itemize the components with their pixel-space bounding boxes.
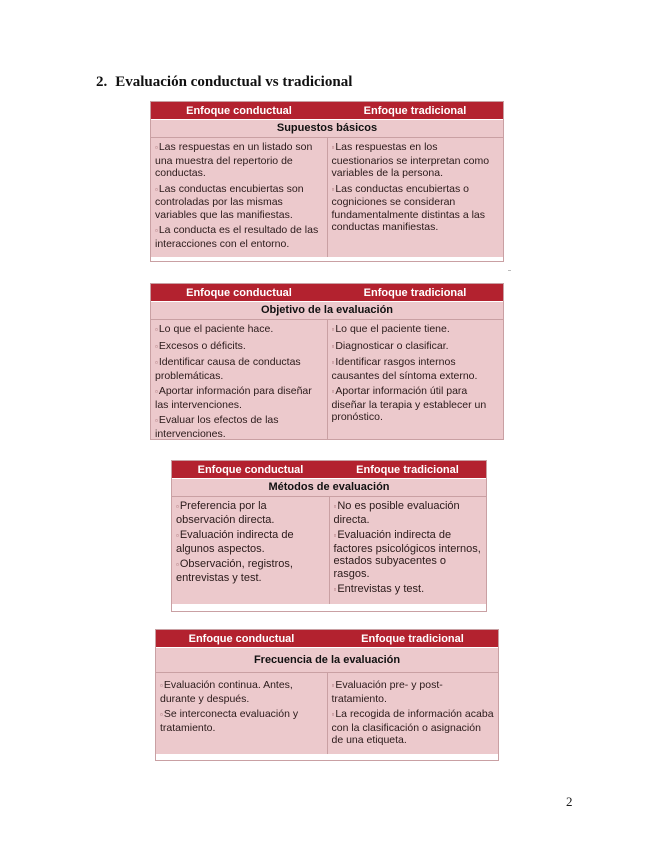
list-item: ▫ Las conductas encubiertas son controladas por las mismas variables que las manifiestas.: [155, 183, 324, 222]
list-item: ▫ Evaluación indirecta de factores psicológicos internos, estados subyacentes o rasgos.: [334, 529, 484, 580]
list-item: ▫ Evaluación indirecta de algunos aspectos.: [176, 529, 326, 555]
list-item: ▫ Se interconecta evaluación y tratamiento.: [160, 708, 324, 734]
page-number: 2: [566, 794, 573, 809]
section-number: 2.: [96, 74, 108, 90]
header-conductual: Enfoque conductual: [188, 633, 295, 645]
table-header: [156, 630, 498, 647]
list-item: ▫ Observación, registros, entrevistas y test.: [176, 558, 326, 584]
header-tradicional: Enfoque tradicional: [363, 287, 467, 299]
list-item: ▫ Entrevistas y test.: [334, 583, 484, 597]
list-item: ▫ Las respuestas en un listado son una muestra del repertorio de conductas.: [155, 141, 324, 180]
column-conductual: [151, 138, 327, 257]
table-body: [151, 138, 503, 257]
list-item: ▫ Diagnosticar o clasificar.: [332, 340, 501, 354]
list-item: ▫ Aportar información útil para diseñar la terapia y establecer un pronóstico.: [332, 385, 501, 424]
header-conductual: Enfoque conductual: [186, 105, 292, 117]
list-item: ▫ Las conductas encubiertas o cogniciones se consideran fundamentalmente distintas a las conductas manifiestas.: [332, 183, 501, 234]
section-title: Evaluación conductual vs tradicional: [115, 74, 353, 90]
table-body: [151, 320, 503, 440]
list-item: ▫ Evaluación pre- y post-tratamiento.: [332, 679, 496, 705]
column-tradicional: [329, 497, 487, 604]
list-item: ▫ La conducta es el resultado de las interacciones con el entorno.: [155, 224, 324, 250]
header-tradicional: Enfoque tradicional: [363, 105, 467, 117]
list-item: ▫ Evaluación continua. Antes, durante y después.: [160, 679, 324, 705]
list-item: ▫ No es posible evaluación directa.: [334, 500, 484, 526]
table-header: [151, 284, 503, 301]
table-subtitle: Supuestos básicos: [151, 119, 503, 138]
header-conductual: Enfoque conductual: [197, 464, 304, 476]
table-metodos-evaluacion: [171, 460, 487, 612]
section-heading: [96, 74, 352, 91]
list-item: ▫ Identificar causa de conductas problemáticas.: [155, 356, 324, 382]
column-conductual: [151, 320, 327, 440]
table-objetivo-evaluacion: [150, 283, 504, 440]
list-item: ▫ Lo que el paciente tiene.: [332, 323, 501, 337]
table-header: [151, 102, 503, 119]
list-item: ▫ Excesos o déficits.: [155, 340, 324, 354]
table-header: [172, 461, 486, 478]
list-item: ▫ Lo que el paciente hace.: [155, 323, 324, 337]
list-item: ▫ Preferencia por la observación directa.: [176, 500, 326, 526]
header-tradicional: Enfoque tradicional: [361, 633, 464, 645]
column-tradicional: [327, 320, 504, 440]
header-conductual: Enfoque conductual: [186, 287, 292, 299]
list-item: ▫ Las respuestas en los cuestionarios se interpretan como variables de la persona.: [332, 141, 501, 180]
list-item: ▫ Evaluar los efectos de las intervenciones.: [155, 414, 324, 440]
table-body: [172, 497, 486, 604]
column-tradicional: [327, 138, 504, 257]
table-subtitle: Frecuencia de la evaluación: [156, 647, 498, 673]
column-conductual: [172, 497, 329, 604]
list-item: ▫ Aportar información para diseñar las intervenciones.: [155, 385, 324, 411]
table-frecuencia-evaluacion: [155, 629, 499, 761]
header-tradicional: Enfoque tradicional: [356, 464, 459, 476]
divider-mark: [508, 270, 511, 271]
table-subtitle: Métodos de evaluación: [172, 478, 486, 497]
table-body: [156, 673, 498, 754]
list-item: ▫ Identificar rasgos internos causantes del síntoma externo.: [332, 356, 501, 382]
column-tradicional: [327, 673, 499, 754]
column-conductual: [156, 673, 327, 754]
table-subtitle: Objetivo de la evaluación: [151, 301, 503, 320]
list-item: ▫ La recogida de información acaba con la clasificación o asignación de una etiqueta.: [332, 708, 496, 747]
table-supuestos-basicos: [150, 101, 504, 262]
